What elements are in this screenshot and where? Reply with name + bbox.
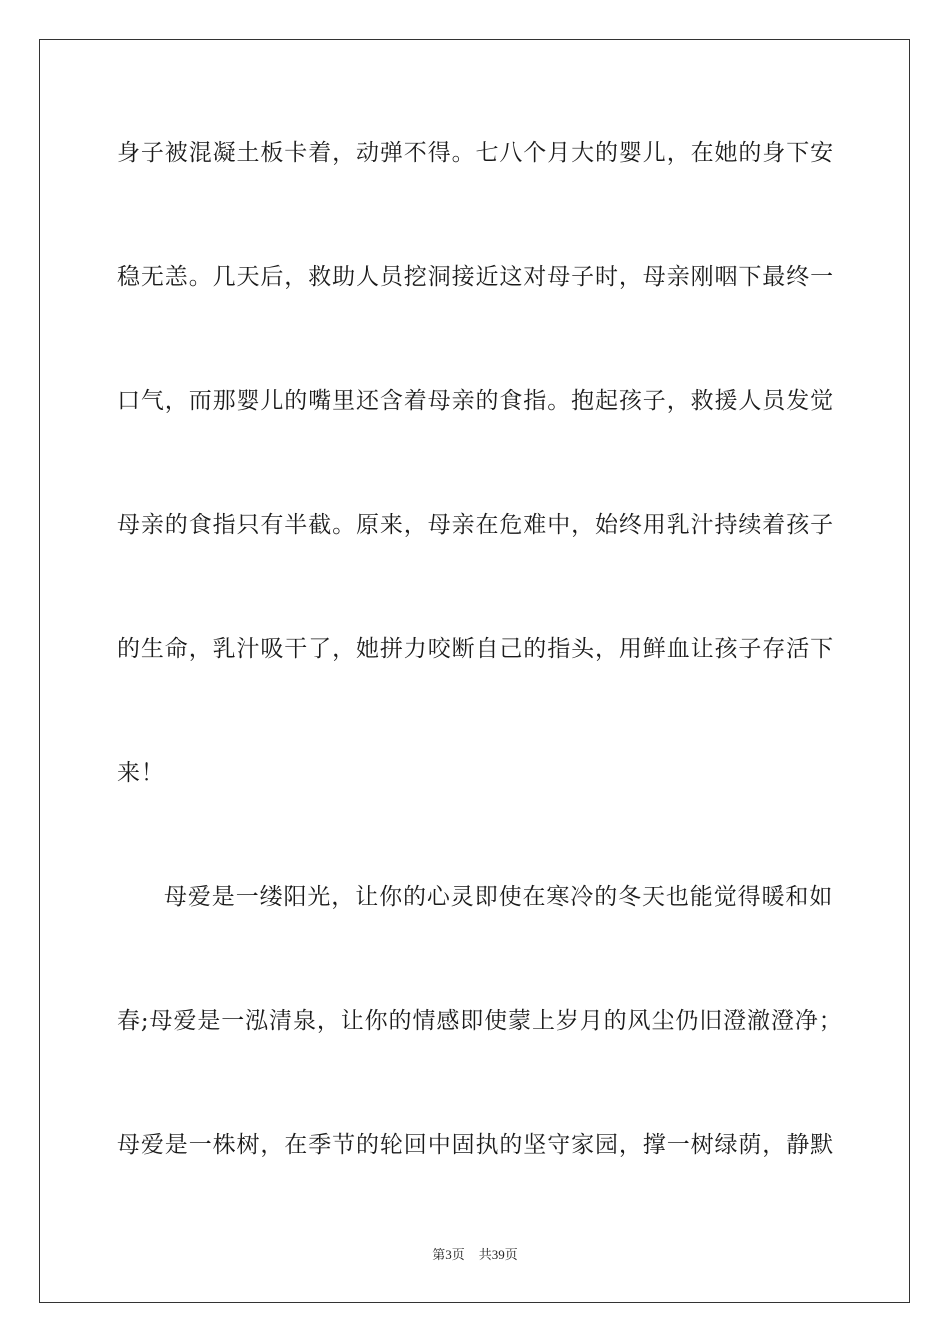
text-line-9: 母爱是一株树，在季节的轮回中固执的坚守家园，撑一树绿荫，静默 bbox=[117, 1132, 834, 1158]
page-total: 共39页 bbox=[478, 1247, 518, 1262]
page-number: 第3页 bbox=[432, 1247, 465, 1262]
text-line-6: 来！ bbox=[117, 760, 165, 786]
text-line-2: 稳无恙。几天后，救助人员挖洞接近这对母子时，母亲刚咽下最终一 bbox=[117, 264, 834, 290]
page-border bbox=[39, 39, 910, 1303]
text-line-3: 口气，而那婴儿的嘴里还含着母亲的食指。抱起孩子，救援人员发觉 bbox=[117, 388, 834, 414]
text-line-1: 身子被混凝土板卡着，动弹不得。七八个月大的婴儿，在她的身下安 bbox=[117, 140, 834, 166]
text-line-8: 春;母爱是一泓清泉，让你的情感即使蒙上岁月的风尘仍旧澄澈澄净； bbox=[117, 1008, 843, 1034]
text-line-4: 母亲的食指只有半截。原来，母亲在危难中，始终用乳汁持续着孩子 bbox=[117, 512, 834, 538]
text-line-5: 的生命，乳汁吸干了，她拼力咬断自己的指头，用鲜血让孩子存活下 bbox=[117, 636, 834, 662]
text-line-7-indented: 母爱是一缕阳光，让你的心灵即使在寒冷的冬天也能觉得暖和如 bbox=[164, 884, 834, 910]
page-footer bbox=[0, 1246, 950, 1264]
